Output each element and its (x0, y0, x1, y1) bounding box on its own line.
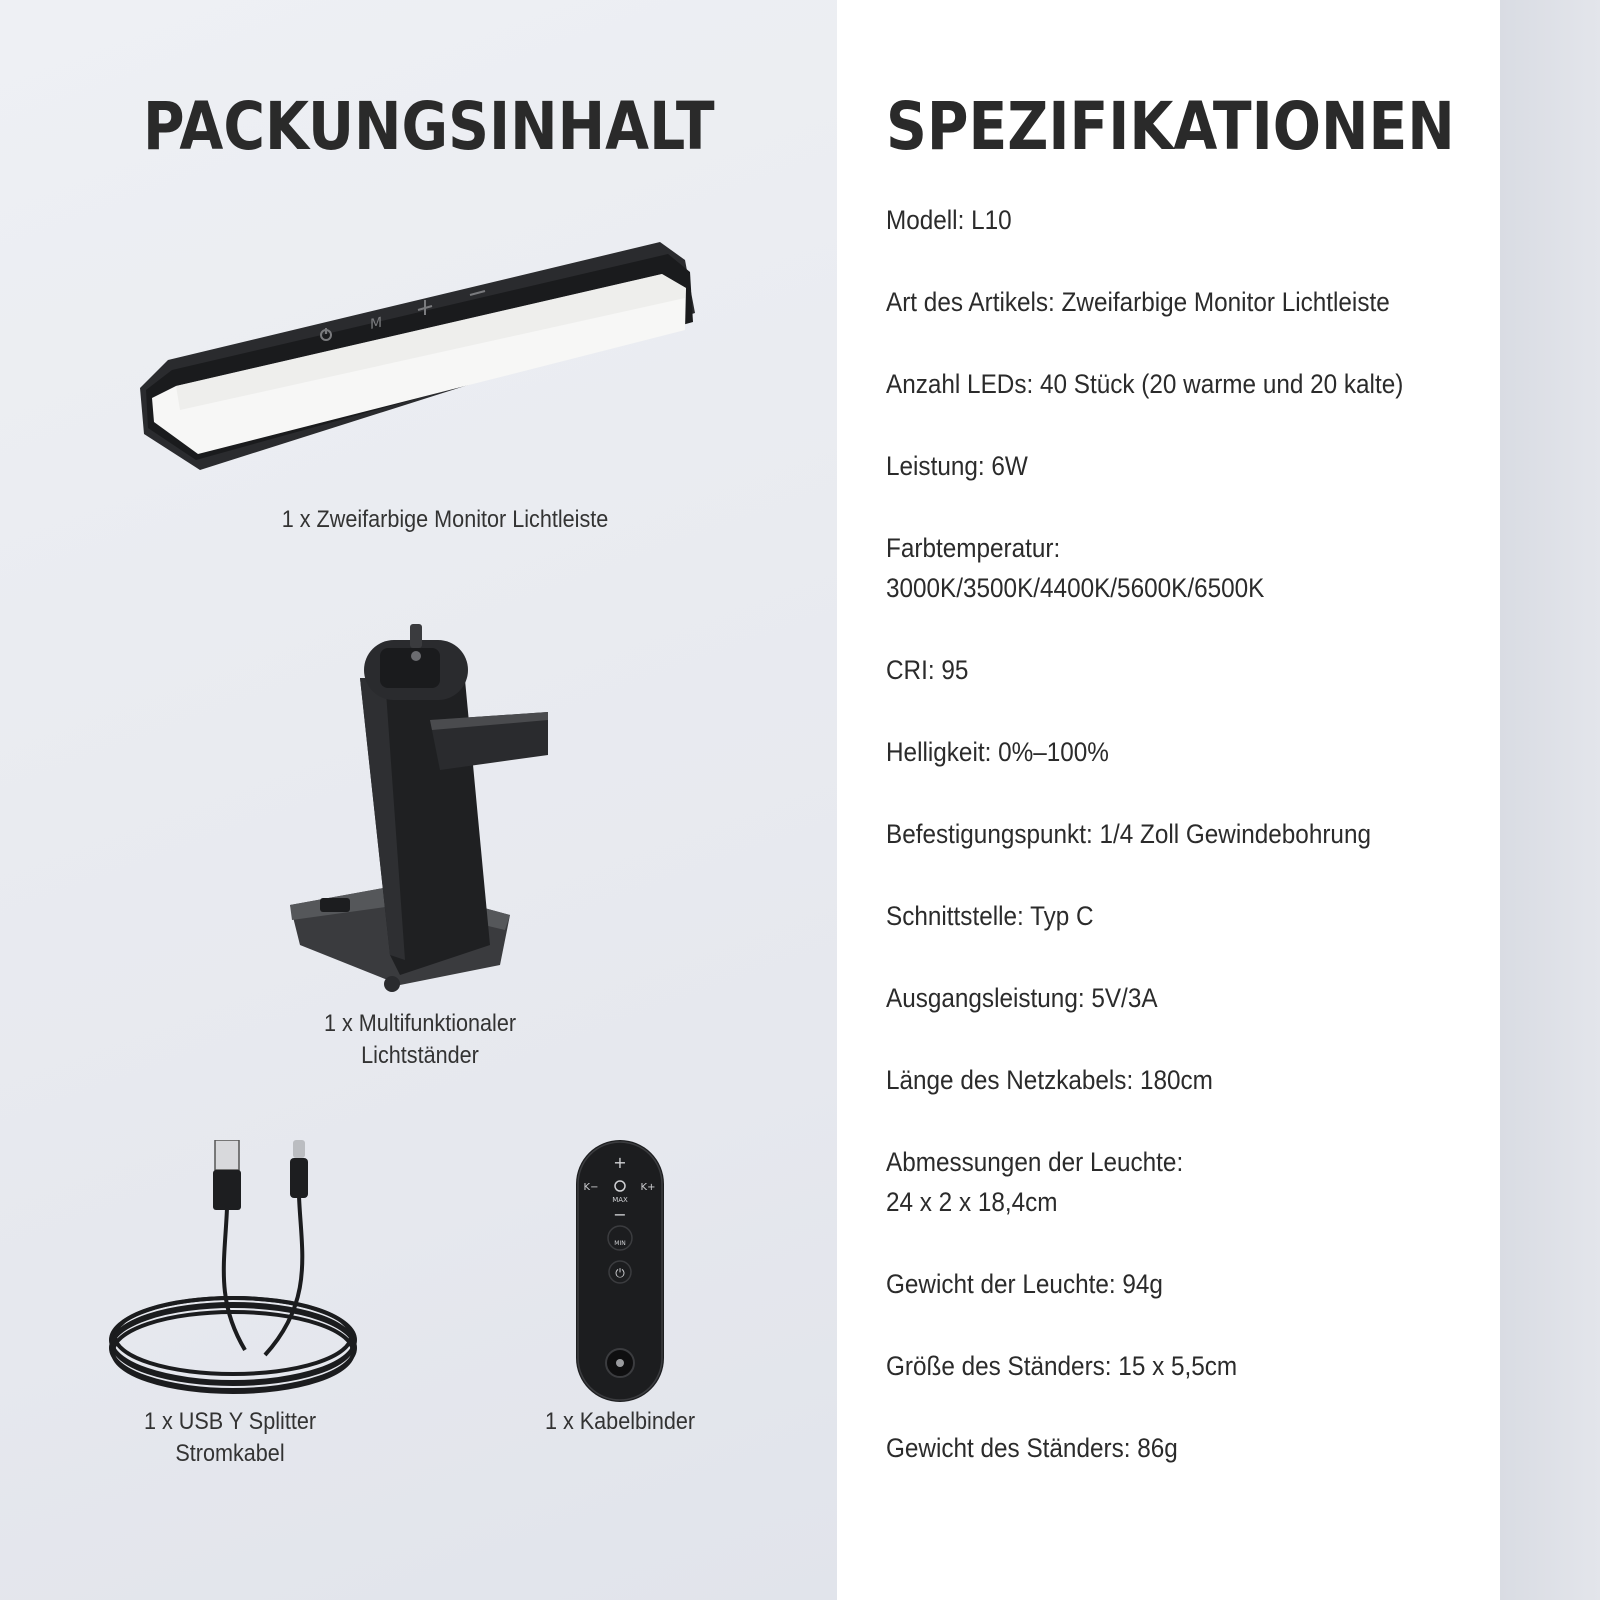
package-contents-title: PACKUNGSINHALT (143, 88, 715, 165)
caption-light-bar: 1 x Zweifarbige Monitor Lichtleiste (281, 506, 609, 533)
caption-usb-cable-line1: 1 x USB Y Splitter (143, 1408, 317, 1435)
spec-stand-weight: Gewicht des Ständers: 86g (886, 1433, 1178, 1463)
spec-brightness: Helligkeit: 0%–100% (886, 737, 1109, 767)
spec-interface: Schnittstelle: Typ C (886, 901, 1094, 931)
spec-cri: CRI: 95 (886, 655, 969, 685)
remote-max-label: MAX (612, 1196, 628, 1204)
bar-button-mode: M (370, 314, 383, 334)
spec-model: Modell: L10 (886, 205, 1012, 235)
specifications-title: SPEZIFIKATIONEN (886, 88, 1455, 165)
remote-control-image (572, 1138, 668, 1406)
spec-cable-length: Länge des Netzkabels: 180cm (886, 1065, 1213, 1095)
spec-power: Leistung: 6W (886, 451, 1028, 481)
remote-plus-label: + (613, 1153, 627, 1172)
spec-color-temperature-label: Farbtemperatur: (886, 533, 1061, 563)
caption-light-stand (294, 1008, 546, 1072)
spec-led-count: Anzahl LEDs: 40 Stück (20 warme und 20 kalte) (886, 369, 1404, 399)
caption-usb-cable (122, 1406, 338, 1470)
spec-item-type: Art des Artikels: Zweifarbige Monitor Lichtleiste (886, 287, 1390, 317)
light-stand-image (280, 620, 550, 1005)
caption-light-stand-line1: 1 x Multifunktionaler (323, 1010, 517, 1037)
remote-power-label: ⏻ (615, 1266, 625, 1280)
remote-k-minus-label: K− (583, 1182, 599, 1193)
caption-usb-cable-line2: Stromkabel (175, 1440, 285, 1467)
right-edge-strip (1500, 0, 1600, 1600)
caption-light-stand-line2: Lichtständer (361, 1042, 479, 1069)
spec-mounting-point: Befestigungspunkt: 1/4 Zoll Gewindebohrung (886, 819, 1371, 849)
spec-dimensions-label: Abmessungen der Leuchte: (886, 1147, 1184, 1177)
spec-color-temperature-values: 3000K/3500K/4400K/5600K/6500K (886, 573, 1265, 603)
caption-cable-tie: 1 x Kabelbinder (544, 1408, 696, 1435)
remote-min-label: MIN (614, 1240, 626, 1247)
remote-minus-label: − (613, 1205, 627, 1224)
remote-k-plus-label: K+ (640, 1182, 656, 1193)
usb-cable-image (105, 1140, 365, 1400)
spec-stand-size: Größe des Ständers: 15 x 5,5cm (886, 1351, 1238, 1381)
light-bar-image (140, 238, 700, 488)
spec-output-power: Ausgangsleistung: 5V/3A (886, 983, 1158, 1013)
spec-dimensions-value: 24 x 2 x 18,4cm (886, 1187, 1058, 1217)
spec-lamp-weight: Gewicht der Leuchte: 94g (886, 1269, 1163, 1299)
